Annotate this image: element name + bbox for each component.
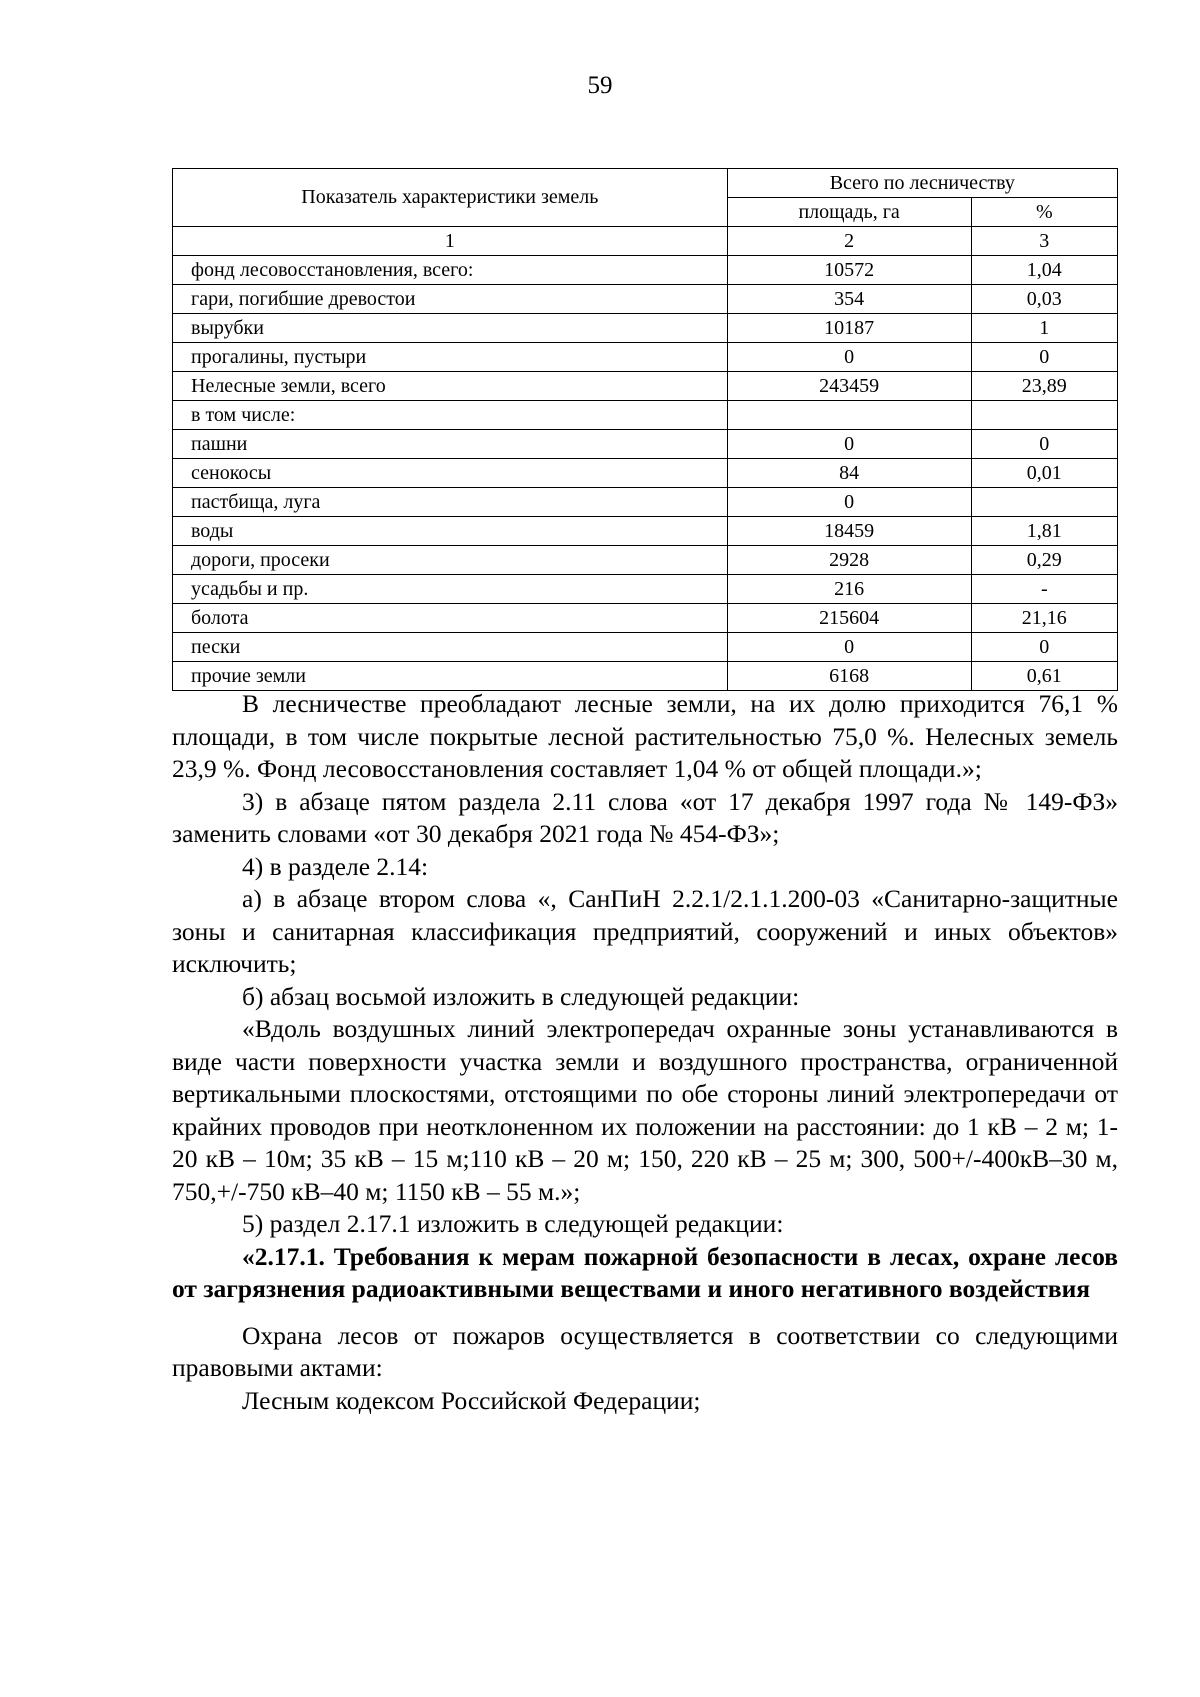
row-area: 0 <box>727 488 971 517</box>
row-area: 2928 <box>727 546 971 575</box>
row-percent <box>971 488 1117 517</box>
header-percent: % <box>971 198 1117 227</box>
row-area: 0 <box>727 633 971 662</box>
row-label: пастбища, луга <box>173 488 728 517</box>
row-label: усадьбы и пр. <box>173 575 728 604</box>
row-percent: 0,61 <box>971 662 1117 691</box>
paragraph-item-4: 4) в разделе 2.14: <box>242 851 429 881</box>
row-area: 243459 <box>727 372 971 401</box>
row-area: 6168 <box>727 662 971 691</box>
row-label: в том числе: <box>173 401 728 430</box>
table-header-row <box>173 169 1118 198</box>
row-percent: - <box>971 575 1117 604</box>
table-row <box>173 488 1118 517</box>
table-row <box>173 343 1118 372</box>
colnum-1: 1 <box>173 227 728 256</box>
paragraph-protection-zones: «Вдоль воздушных линий электропередач охранные зоны устанавливаются в виде части поверхности участка земли и воздушного пространства, ограниченной вертикальными плоскостями, отстоящими по обе стороны линий электропередачи от крайних проводов при неотклоненном их положении на расстоянии: до 1 кВ – 2 м; 1-20 кВ – 10м; 35 кВ – 15 м;110 кВ – 20 м; 150, 220 кВ – 25 м; 300, 500+/-400кВ–30 м, 750,+/-750 кВ–40 м; 1150 кВ – 55 м.»; <box>172 1014 1118 1206</box>
paragraph-item-3: 3) в абзаце пятом раздела 2.11 слова «от 17 декабря 1997 года № 149-ФЗ» заменить словами «от 30 декабря 2021 года № 454-ФЗ»; <box>172 786 1118 848</box>
row-area: 10572 <box>727 256 971 285</box>
row-percent: 0,29 <box>971 546 1117 575</box>
paragraph-forest-summary: В лесничестве преобладают лесные земли, на их долю приходится 76,1 % площади, в том числе покрытые лесной растительностью 75,0 %. Нелесных земель 23,9 %. Фонд лесовосстановления составляет 1,04 % от общей площади.»; <box>172 689 1118 783</box>
row-label: воды <box>173 517 728 546</box>
table-row <box>173 401 1118 430</box>
row-percent: 0 <box>971 430 1117 459</box>
row-label: прочие земли <box>173 662 728 691</box>
paragraph-fire-protection: Охрана лесов от пожаров осуществляется в соответствии со следующими правовыми актами: <box>172 1320 1118 1382</box>
page-number: 59 <box>587 72 613 99</box>
header-area: площадь, га <box>727 198 971 227</box>
row-percent: 1 <box>971 314 1117 343</box>
table-row <box>173 314 1118 343</box>
table-row <box>173 256 1118 285</box>
row-percent: 0,03 <box>971 285 1117 314</box>
row-label: прогалины, пустыри <box>173 343 728 372</box>
table-row <box>173 575 1118 604</box>
land-characteristics-table <box>172 168 1118 691</box>
row-percent <box>971 401 1117 430</box>
document-body <box>172 688 1118 1417</box>
row-area: 0 <box>727 430 971 459</box>
row-label: пески <box>173 633 728 662</box>
row-percent: 0 <box>971 343 1117 372</box>
table-row <box>173 430 1118 459</box>
row-label: Нелесные земли, всего <box>173 372 728 401</box>
row-percent: 0,01 <box>971 459 1117 488</box>
colnum-3: 3 <box>971 227 1117 256</box>
paragraph-item-4a: а) в абзаце втором слова «, СанПиН 2.2.1/2.1.1.200-03 «Санитарно-защитные зоны и санитарная классификация предприятий, сооружений и иных объектов» исключить; <box>172 884 1118 978</box>
table-row <box>173 372 1118 401</box>
row-label: пашни <box>173 430 728 459</box>
table-row <box>173 517 1118 546</box>
row-percent: 1,81 <box>971 517 1117 546</box>
row-percent: 0 <box>971 633 1117 662</box>
table-row <box>173 662 1118 691</box>
row-label: вырубки <box>173 314 728 343</box>
table-colnum-row <box>173 227 1118 256</box>
row-label: сенокосы <box>173 459 728 488</box>
table-row <box>173 459 1118 488</box>
paragraph-item-4b: б) абзац восьмой изложить в следующей редакции: <box>242 981 800 1011</box>
header-group: Всего по лесничеству <box>727 169 1117 198</box>
row-area: 0 <box>727 343 971 372</box>
row-label: болота <box>173 604 728 633</box>
table-row <box>173 285 1118 314</box>
colnum-2: 2 <box>727 227 971 256</box>
table-row <box>173 633 1118 662</box>
row-area: 84 <box>727 459 971 488</box>
section-heading-2-17-1: «2.17.1. Требования к мерам пожарной безопасности в лесах, охране лесов от загрязнения радиоактивными веществами и иного негативного воздействия <box>172 1241 1118 1303</box>
row-area: 18459 <box>727 517 971 546</box>
row-area <box>727 401 971 430</box>
row-area: 354 <box>727 285 971 314</box>
row-label: фонд лесовосстановления, всего: <box>173 256 728 285</box>
paragraph-item-5: 5) раздел 2.17.1 изложить в следующей редакции: <box>242 1209 784 1238</box>
row-label: гари, погибшие древостои <box>173 285 728 314</box>
row-area: 216 <box>727 575 971 604</box>
table-row <box>173 604 1118 633</box>
table-row <box>173 546 1118 575</box>
row-percent: 23,89 <box>971 372 1117 401</box>
row-label: дороги, просеки <box>173 546 728 575</box>
row-area: 10187 <box>727 314 971 343</box>
row-percent: 21,16 <box>971 604 1117 633</box>
header-indicator: Показатель характеристики земель <box>173 169 728 227</box>
row-percent: 1,04 <box>971 256 1117 285</box>
paragraph-forest-code: Лесным кодексом Российской Федерации; <box>242 1385 701 1415</box>
row-area: 215604 <box>727 604 971 633</box>
